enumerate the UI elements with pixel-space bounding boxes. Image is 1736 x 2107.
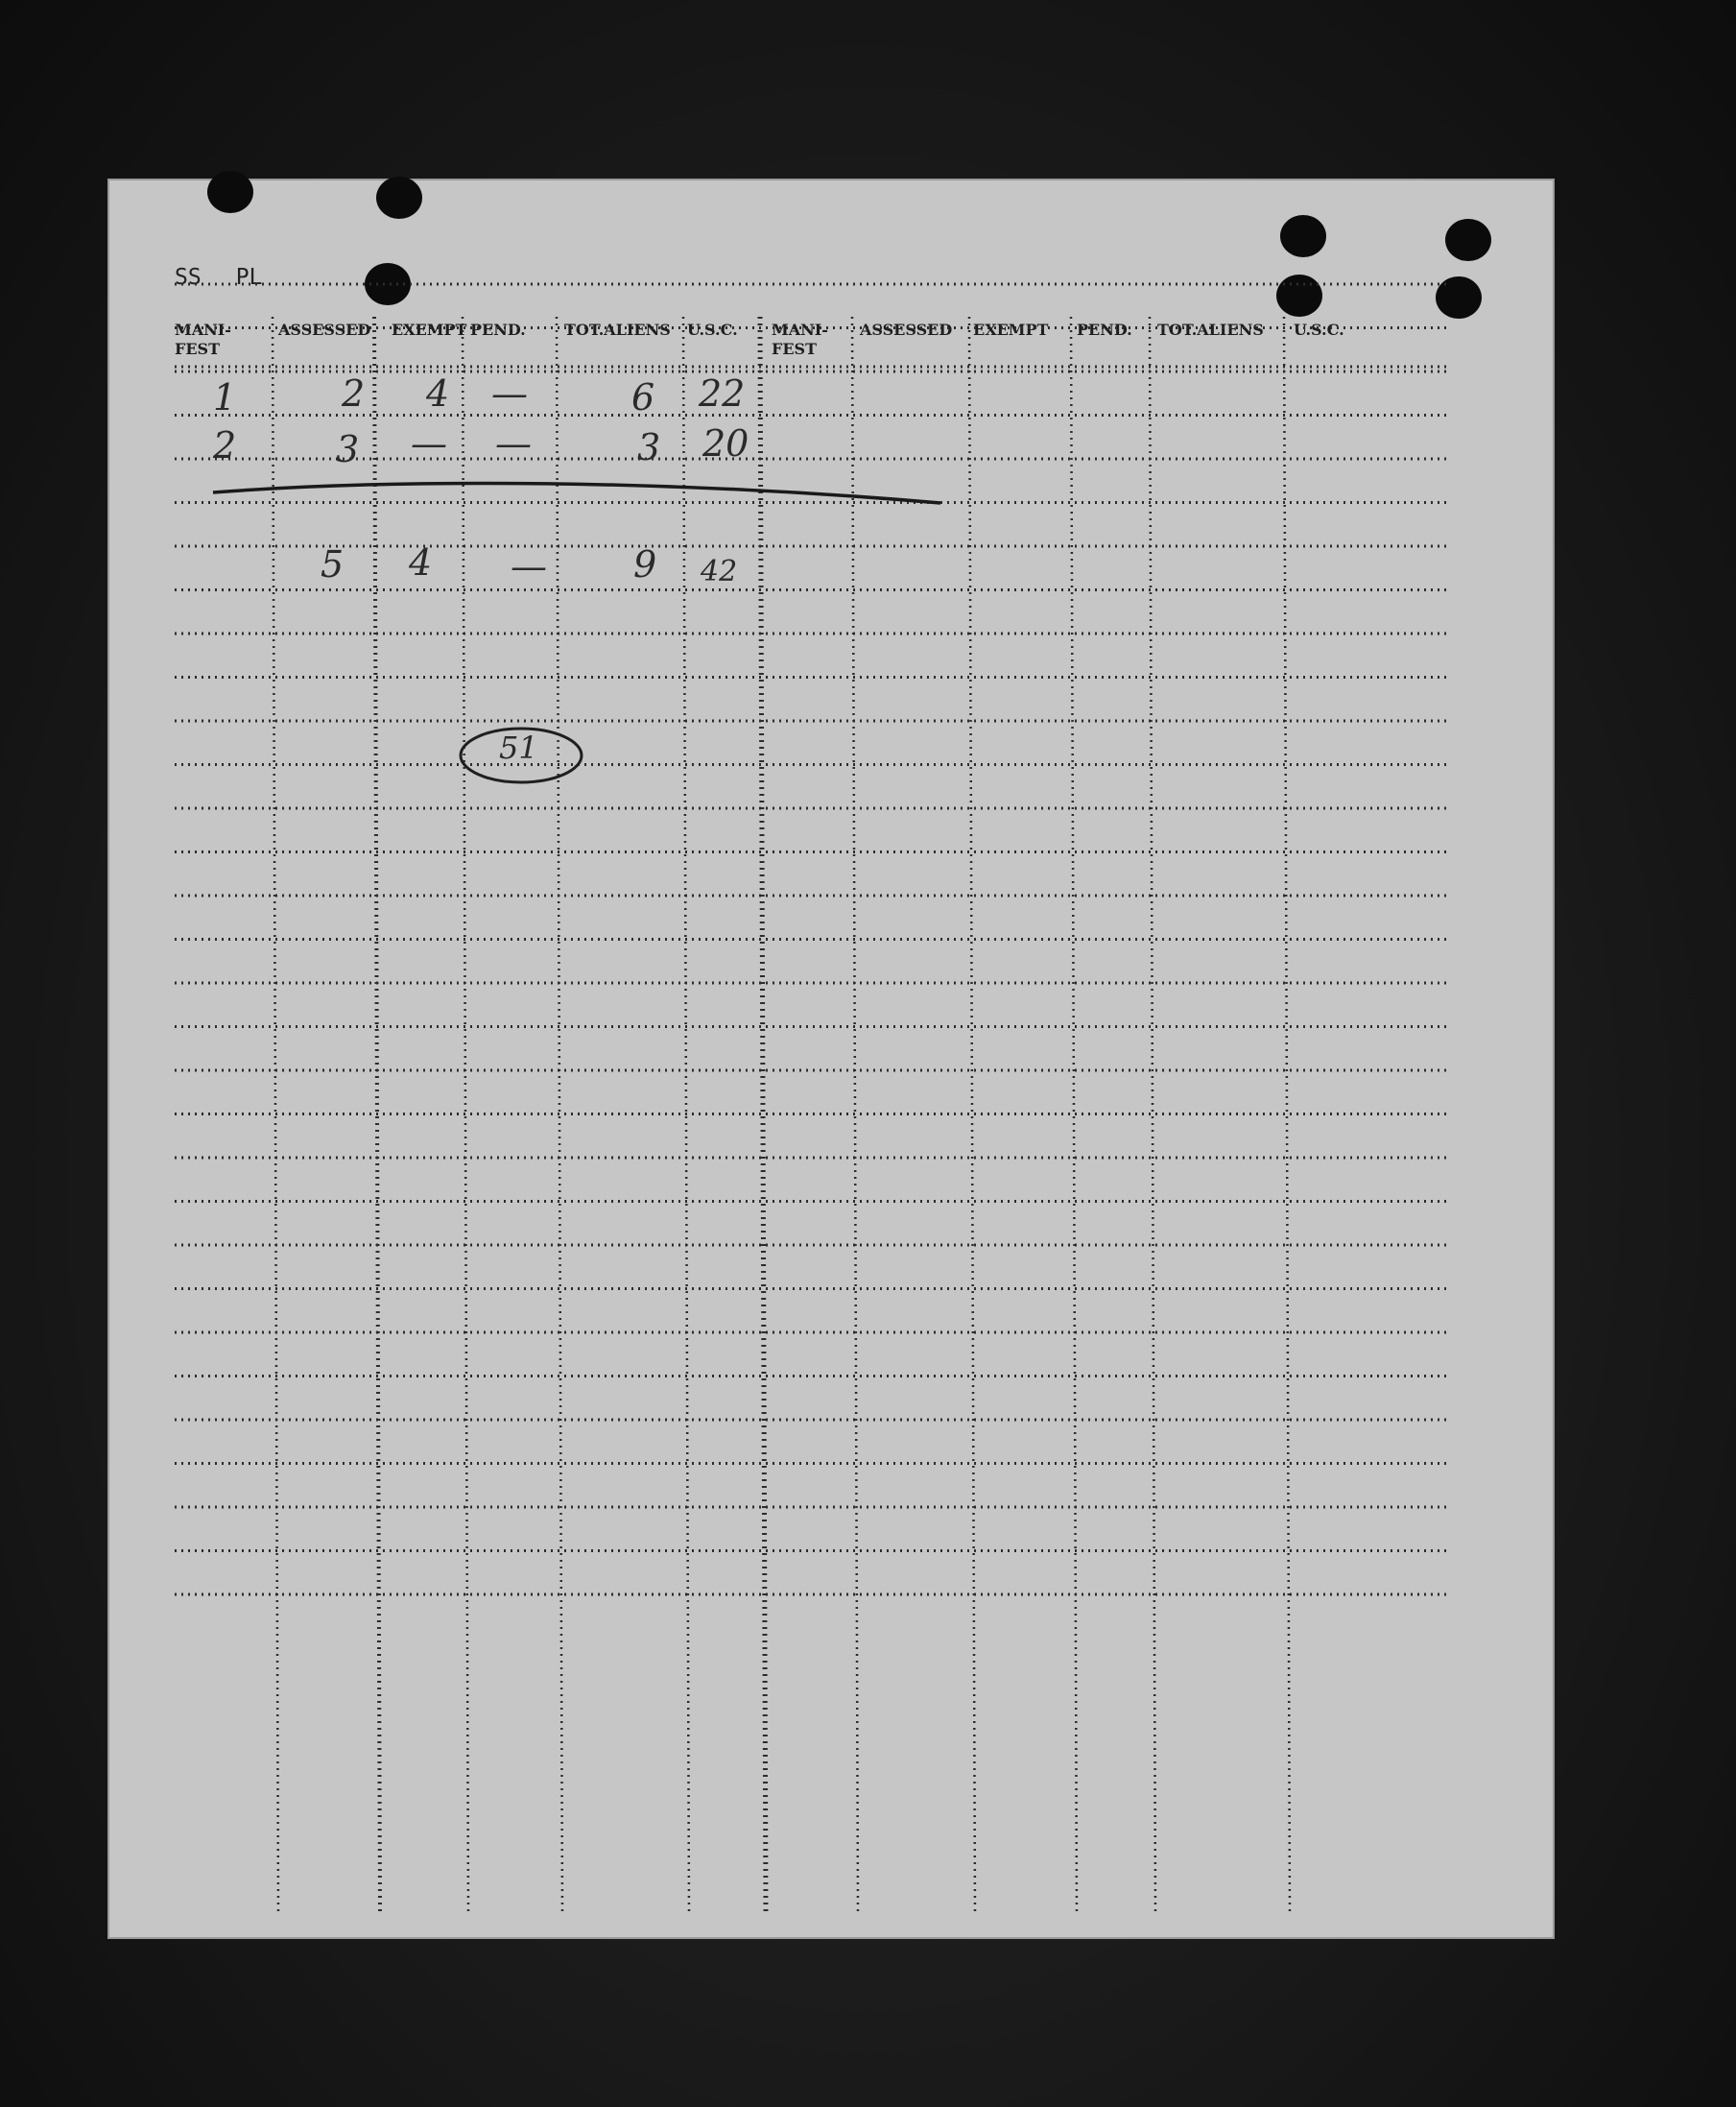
header-exempt-left: EXEMPT <box>392 321 467 339</box>
total-assessed: 5 <box>321 543 345 586</box>
grid-column-line <box>374 317 380 1915</box>
row2-pend: — <box>495 422 532 465</box>
ship-name: PL <box>235 265 263 290</box>
total-pend: — <box>511 545 547 587</box>
total-tot-aliens: 9 <box>633 543 657 586</box>
grid-column-line <box>557 317 562 1915</box>
grid-column-line <box>852 317 858 1915</box>
header-pend-left: PEND. <box>470 321 526 339</box>
grid-column-line <box>1284 317 1290 1915</box>
row1-manifest: 1 <box>213 376 237 419</box>
total-exempt: 4 <box>409 541 433 584</box>
grid-column-line <box>969 317 975 1915</box>
grid-column-line <box>683 317 689 1915</box>
row2-manifest: 2 <box>213 424 237 467</box>
row1-pend: — <box>491 372 528 415</box>
row1-usc: 22 <box>699 372 746 415</box>
grid-column-line <box>463 317 468 1915</box>
ship-prefix: SS <box>175 265 202 290</box>
row1-tot-aliens: 6 <box>631 376 655 419</box>
row1-exempt: 4 <box>426 372 450 415</box>
header-manifest-left: MANI- FEST <box>175 321 231 358</box>
row1-assessed: 2 <box>342 372 366 415</box>
circled-note: 51 <box>499 730 538 766</box>
header-exempt-right: EXEMPT <box>973 321 1049 339</box>
grid-column-line <box>760 317 766 1915</box>
row2-assessed: 3 <box>336 428 360 470</box>
header-manifest-right: MANI- FEST <box>772 321 828 358</box>
header-pend-right: PEND. <box>1077 321 1132 339</box>
row2-tot-aliens: 3 <box>637 426 661 468</box>
total-underline-stroke <box>213 483 940 503</box>
row2-exempt: — <box>411 422 447 465</box>
grid-column-line <box>1150 317 1155 1915</box>
total-usc: 42 <box>701 555 738 588</box>
header-tot-aliens-left: TOT.ALIENS <box>564 321 671 339</box>
grid-column-line <box>273 317 278 1915</box>
header-assessed-left: ASSESSED <box>278 321 371 339</box>
header-usc-right: U.S.C. <box>1294 321 1344 339</box>
row2-usc: 20 <box>702 422 749 465</box>
header-tot-aliens-right: TOT.ALIENS <box>1157 321 1264 339</box>
grid-column-line <box>1071 317 1077 1915</box>
header-usc-left: U.S.C. <box>687 321 738 339</box>
header-assessed-right: ASSESSED <box>860 321 953 339</box>
